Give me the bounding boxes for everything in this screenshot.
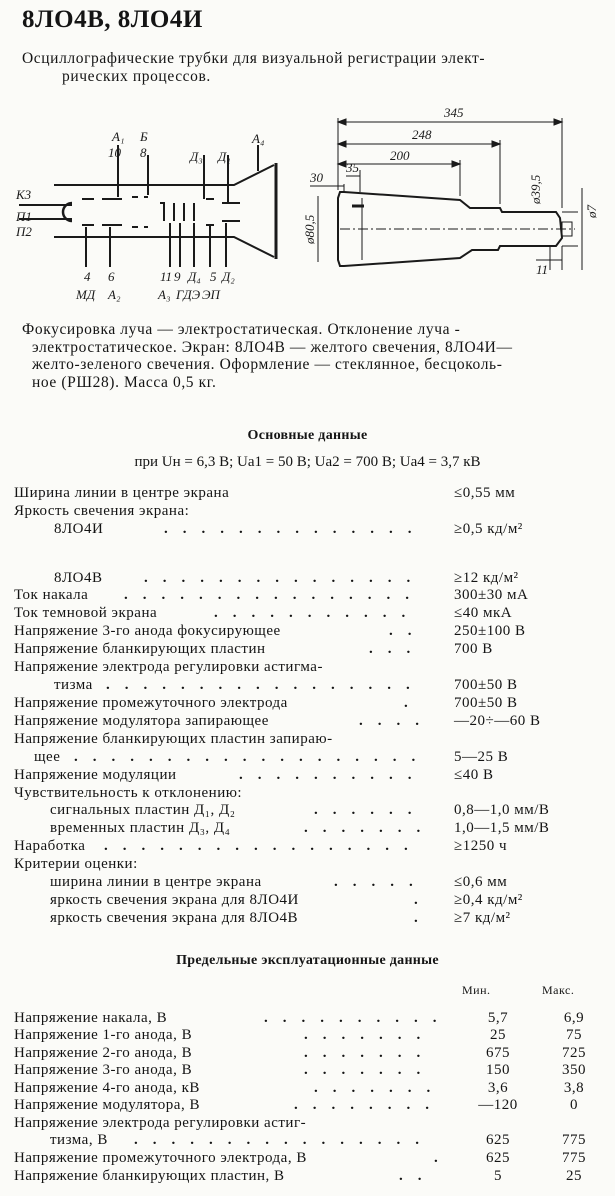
- min-value: 675: [486, 1045, 510, 1061]
- row-value: 700±50 В: [454, 695, 518, 711]
- data-row: [14, 712, 607, 730]
- dim-35: 35: [346, 160, 359, 175]
- dot-leader: . . .: [369, 641, 411, 657]
- dim-7: ø7: [584, 205, 599, 218]
- min-value: 150: [486, 1062, 510, 1078]
- row-label: Ширина линии в центре экрана: [14, 485, 230, 501]
- row-label: Ток темновой экрана: [14, 605, 158, 621]
- limits-row: [14, 1096, 607, 1114]
- dot-leader: . . . . . . . . . . . . . . . .: [124, 587, 409, 603]
- row-value: 1,0—1,5 мм/В: [454, 820, 550, 836]
- dim-30: 30: [310, 170, 323, 185]
- row-value: 300±30 мА: [454, 587, 529, 603]
- focus-description: [22, 321, 607, 391]
- data-row: [14, 694, 607, 712]
- limits-row: [14, 1044, 607, 1062]
- row-label: Напряжение 3-го анода, В: [14, 1062, 193, 1078]
- dim-200: 200: [390, 148, 410, 163]
- data-row: [14, 784, 607, 802]
- label-d1: Д₁: [218, 149, 231, 164]
- label-a2: А₂: [108, 287, 121, 302]
- dim-80-5: ø80,5: [302, 214, 317, 244]
- dot-leader: .: [404, 695, 408, 711]
- min-value: 5: [494, 1168, 502, 1184]
- focus-line: желто-зеленого свечения. Оформление — стеклянное, бесцоколь-: [32, 356, 503, 373]
- dot-leader: . . . . . . . . . . . . . . . . . . .: [74, 749, 416, 765]
- row-label: Напряжение накала, В: [14, 1010, 168, 1026]
- row-label: 8ЛО4И: [54, 521, 104, 537]
- limits-row: [14, 1167, 607, 1185]
- data-row: [14, 855, 607, 873]
- row-value: ≥7 кд/м²: [454, 910, 511, 926]
- row-label: Ток накала: [14, 587, 89, 603]
- row-label: тизма, В: [50, 1132, 108, 1148]
- dot-leader: . . . . . . . . . .: [239, 767, 412, 783]
- dot-leader: . . . . . . .: [304, 1062, 421, 1078]
- row-value: 700±50 В: [454, 677, 518, 693]
- description-line: Осциллографические трубки для визуальной регистрации элект-: [22, 50, 486, 67]
- dimension-drawing: [300, 100, 600, 280]
- dot-leader: . . . . . . .: [304, 1027, 421, 1043]
- max-value: 6,9: [563, 1010, 585, 1026]
- min-value: 5,7: [487, 1010, 509, 1026]
- focus-line: ное (РШ28). Масса 0,5 кг.: [32, 373, 217, 391]
- data-row: [14, 658, 607, 676]
- row-value: ≥12 кд/м²: [454, 570, 519, 586]
- row-value: 250±100 В: [454, 623, 526, 639]
- row-label: Напряжение модулятора запирающее: [14, 713, 269, 729]
- row-label: Напряжение электрода регулировки астиг-: [14, 1115, 307, 1131]
- label-a3: А₃: [158, 287, 171, 302]
- electrode-diagram: [14, 125, 304, 305]
- label-d2: Д₂: [222, 269, 235, 284]
- dot-leader: . . . . . . . . . . . . . . .: [144, 570, 411, 586]
- dot-leader: . .: [399, 1168, 422, 1184]
- min-value: 3,6: [487, 1080, 509, 1096]
- dot-leader: . . . . . . . .: [294, 1097, 429, 1113]
- row-label: Наработка: [14, 838, 86, 854]
- label-gde: ГДЭ: [176, 287, 201, 302]
- pin-11: 11: [160, 269, 173, 284]
- data-row: [14, 622, 607, 640]
- focus-line: Фокусировка луча — электростатическая. Отклонение луча -: [22, 321, 461, 338]
- label-a1: А₁: [112, 129, 125, 144]
- row-value: ≥0,4 кд/м²: [454, 892, 523, 908]
- min-value: 25: [490, 1027, 506, 1043]
- min-value: 625: [486, 1150, 510, 1166]
- data-row: [14, 766, 607, 784]
- data-row: [14, 837, 607, 855]
- dot-leader: . . . . . . . . . . .: [214, 605, 406, 621]
- max-value: 350: [562, 1062, 586, 1078]
- column-max: Макс.: [542, 983, 575, 997]
- label-p1: П1: [16, 209, 32, 224]
- data-row: [14, 604, 607, 622]
- dot-leader: . . . . . . . . . .: [264, 1010, 437, 1026]
- row-label: 8ЛО4В: [54, 570, 103, 586]
- dot-leader: . . . . . . .: [314, 1080, 431, 1096]
- row-value: ≤0,55 мм: [454, 485, 516, 501]
- limits-row: [14, 1061, 607, 1079]
- label-b: Б: [140, 129, 148, 144]
- dot-leader: .: [434, 1150, 438, 1166]
- dot-leader: . . . . . . . . . . . . . . . . .: [106, 677, 410, 693]
- label-d3: Д₃: [190, 149, 203, 164]
- data-row: [14, 801, 607, 819]
- max-value: 0: [570, 1097, 578, 1113]
- pin-5: 5: [210, 269, 217, 284]
- max-value: 775: [562, 1150, 586, 1166]
- pin-8: 8: [140, 145, 147, 160]
- limits-row: [14, 1026, 607, 1044]
- description-line: рических процессов.: [62, 67, 211, 85]
- row-value: ≥1250 ч: [454, 838, 508, 854]
- data-row: [14, 730, 607, 748]
- row-label: Напряжение бланкирующих пластин, В: [14, 1168, 285, 1184]
- limits-row: [14, 1149, 607, 1167]
- dot-leader: . . . . .: [334, 874, 413, 890]
- row-label: Напряжение электрода регулировки астигма-: [14, 659, 323, 675]
- row-value: ≤0,6 мм: [454, 874, 508, 890]
- row-label: временных пластин Д₃, Д₄: [50, 820, 231, 836]
- label-a4: А₄: [252, 131, 265, 146]
- dot-leader: . . . .: [359, 713, 419, 729]
- row-label: Яркость свечения экрана:: [14, 503, 190, 519]
- row-label: Напряжение модулятора, В: [14, 1097, 200, 1113]
- row-label: яркость свечения экрана для 8ЛО4И: [50, 892, 299, 908]
- pin-4: 4: [84, 269, 91, 284]
- dim-11: 11: [536, 262, 549, 277]
- data-row: [14, 640, 607, 658]
- data-row: [14, 586, 607, 604]
- row-value: 0,8—1,0 мм/В: [454, 802, 550, 818]
- row-label: Напряжение модуляции: [14, 767, 177, 783]
- row-label: Напряжение бланкирующих пластин запираю-: [14, 731, 333, 747]
- row-label: Чувствительность к отклонению:: [14, 785, 243, 801]
- pin-6: 6: [108, 269, 115, 284]
- row-value: ≤40 мкА: [454, 605, 513, 621]
- label-ep: ЭП: [202, 287, 220, 302]
- max-value: 725: [562, 1045, 586, 1061]
- dot-leader: .: [414, 892, 418, 908]
- dot-leader: . .: [389, 623, 412, 639]
- row-label: Напряжение 3-го анода фокусирующее: [14, 623, 281, 639]
- dot-leader: .: [414, 910, 418, 926]
- data-row: [14, 873, 607, 891]
- dot-leader: . . . . . . .: [304, 1045, 421, 1061]
- max-value: 775: [562, 1132, 586, 1148]
- data-row: [14, 569, 607, 587]
- min-value: —120: [478, 1097, 518, 1113]
- row-label: ширина линии в центре экрана: [50, 874, 262, 890]
- focus-line: электростатическое. Экран: 8ЛО4В — желтого свечения, 8ЛО4И—: [32, 338, 513, 356]
- description: [22, 50, 602, 85]
- dot-leader: . . . . . . .: [304, 820, 421, 836]
- data-row: [14, 520, 607, 538]
- row-label: Напряжение промежуточного электрода, В: [14, 1150, 307, 1166]
- data-row: [14, 676, 607, 694]
- dot-leader: . . . . . . . . . . . . . . . . .: [104, 838, 408, 854]
- data-row: [14, 909, 607, 927]
- data-row: [14, 502, 607, 520]
- page-title: 8ЛО4В, 8ЛО4И: [22, 6, 203, 33]
- label-k3: К3: [16, 187, 32, 202]
- pin-10: 10: [108, 145, 121, 160]
- max-value: 25: [566, 1168, 582, 1184]
- dim-39-5: ø39,5: [528, 174, 543, 204]
- column-min: Мин.: [462, 983, 491, 997]
- dot-leader: . . . . . .: [314, 802, 412, 818]
- data-row: [14, 891, 607, 909]
- row-label: Критерии оценки:: [14, 856, 138, 872]
- row-value: ≥0,5 кд/м²: [454, 521, 523, 537]
- limits-row: [14, 1079, 607, 1097]
- label-md: МД: [76, 287, 96, 302]
- data-row: [14, 484, 607, 502]
- row-label: Напряжение 2-го анода, В: [14, 1045, 193, 1061]
- row-value: 5—25 В: [454, 749, 509, 765]
- limits-row: [14, 1131, 607, 1149]
- row-label: Напряжение бланкирующих пластин: [14, 641, 266, 657]
- row-label: Напряжение промежуточного электрода: [14, 695, 288, 711]
- row-value: 700 В: [454, 641, 493, 657]
- label-p2: П2: [16, 224, 32, 239]
- row-label: сигнальных пластин Д₁, Д₂: [50, 802, 236, 818]
- row-label: щее: [34, 749, 61, 765]
- limits-row: [14, 1114, 607, 1132]
- max-value: 75: [566, 1027, 582, 1043]
- row-label: яркость свечения экрана для 8ЛО4В: [50, 910, 299, 926]
- data-row: [14, 748, 607, 766]
- dot-leader: . . . . . . . . . . . . . .: [164, 521, 412, 537]
- main-heading: Основные данные: [247, 428, 368, 443]
- data-row: [14, 819, 607, 837]
- conditions: при Uн = 6,3 В; Ua1 = 50 В; Ua2 = 700 В; Ua4 = 3,7 кВ: [134, 454, 481, 470]
- row-value: —20÷—60 В: [454, 713, 541, 729]
- dim-248: 248: [412, 127, 432, 142]
- limits-heading: Предельные эксплуатационные данные: [176, 953, 439, 968]
- pin-9: 9: [174, 269, 181, 284]
- dim-345: 345: [444, 105, 464, 120]
- row-label: тизма: [54, 677, 93, 693]
- limits-row: [14, 1009, 607, 1027]
- row-label: Напряжение 4-го анода, кВ: [14, 1080, 200, 1096]
- row-label: Напряжение 1-го анода, В: [14, 1027, 193, 1043]
- label-d4: Д₄: [188, 269, 201, 284]
- min-value: 625: [486, 1132, 510, 1148]
- dot-leader: . . . . . . . . . . . . . . . .: [134, 1132, 419, 1148]
- row-value: ≤40 В: [454, 767, 494, 783]
- max-value: 3,8: [563, 1080, 585, 1096]
